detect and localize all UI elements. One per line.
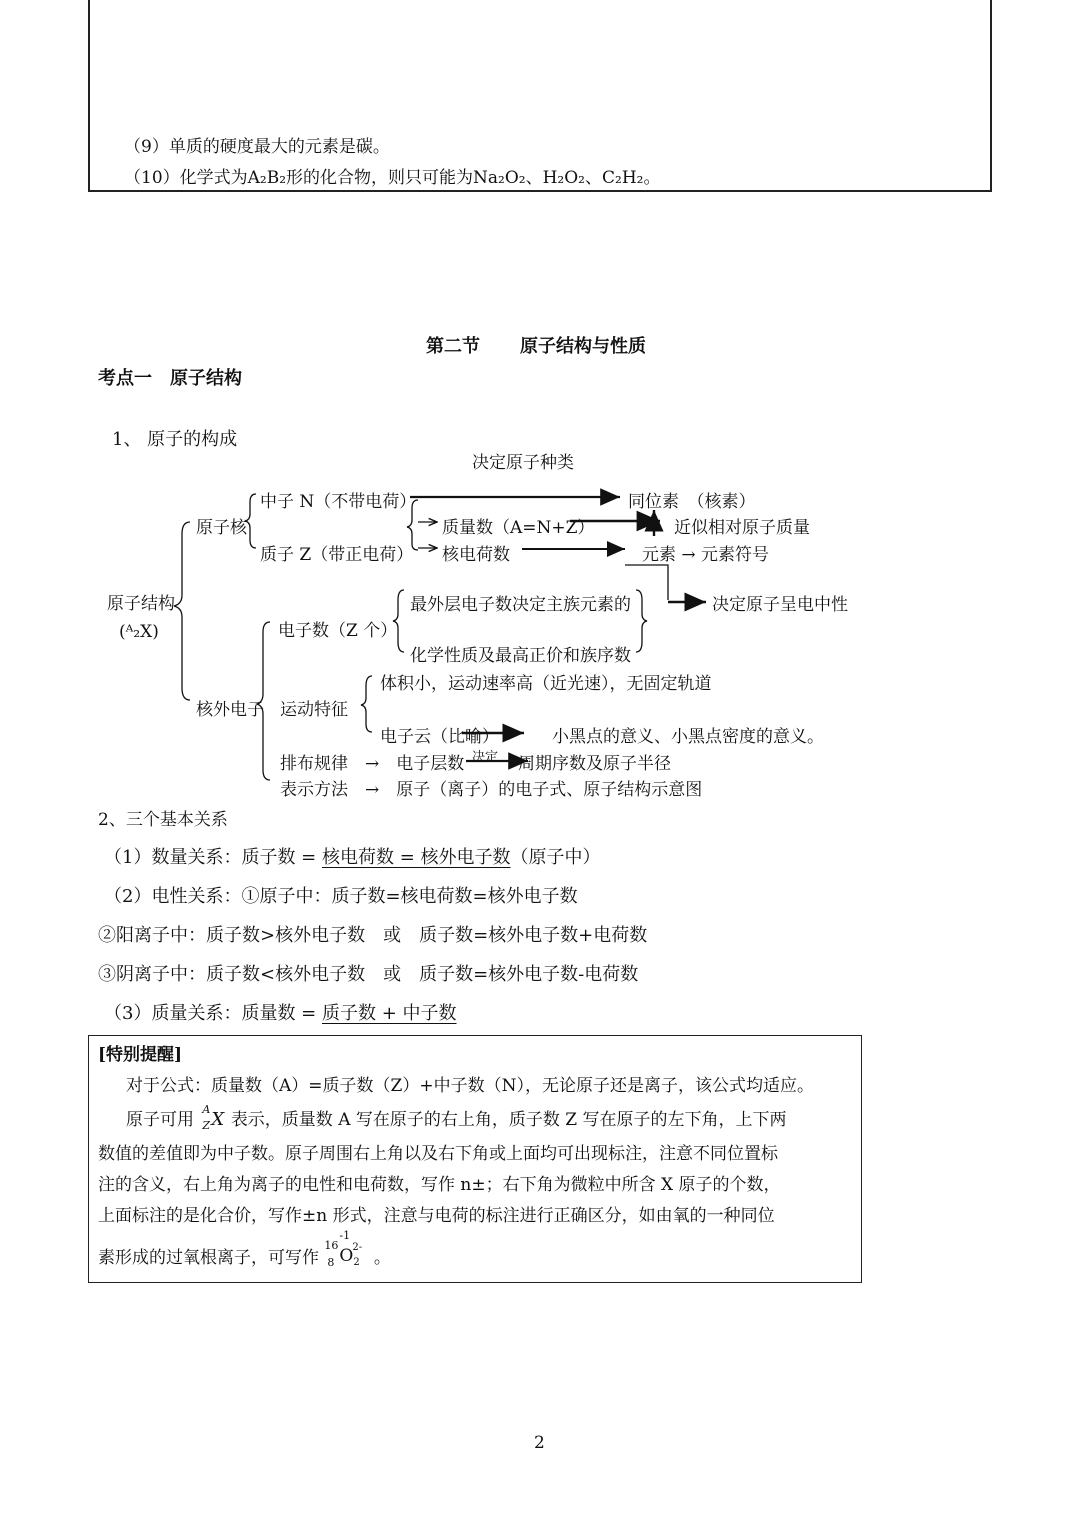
decide-label: 决定 xyxy=(472,750,499,765)
atom-notation xyxy=(199,1102,225,1132)
note-p4: 注的含义，右上角为离子的电性和电荷数，写作 n±；右下角为微粒中所含 X 原子的个数， xyxy=(98,1175,781,1195)
atom-symbol: (ᴬ₂X) xyxy=(119,622,159,642)
period-label: 周期序数及原子半径 xyxy=(518,754,671,774)
quantity-relation xyxy=(104,843,601,869)
quantity-prefix: （1）数量关系：质子数 = xyxy=(104,847,322,868)
relations-heading: 2、三个基本关系 xyxy=(98,810,228,830)
arrangement-label: 排布规律 → 电子层数 xyxy=(280,754,465,774)
nuclear-charge-label: 核电荷数 xyxy=(442,545,510,565)
peroxide-count: 2 xyxy=(353,1256,360,1268)
note-p6-end: 。 xyxy=(373,1248,391,1268)
note-p3: 数值的差值即为中子数。原子周围右上角以及右下角或上面均可出现标注，注意不同位置标 xyxy=(98,1144,778,1164)
cloud-label: 电子云（比喻） xyxy=(380,727,499,747)
representation-label: 表示方法 → 原子（离子）的电子式、原子结构示意图 xyxy=(280,780,703,800)
anion-relation: ③阴离子中：质子数<核外电子数 或 质子数=核外电子数-电荷数 xyxy=(98,964,639,985)
note-p2-end: 表示，质量数 A 写在原子的右上角，质子数 Z 写在原子的左下角，上下两 xyxy=(230,1110,787,1130)
electron-count-blank: 核外电子数 xyxy=(420,847,511,868)
note-p2-start: 原子可用 xyxy=(126,1110,194,1130)
note-p6 xyxy=(98,1228,391,1270)
mass-prefix: （3）质量关系：质量数 = xyxy=(104,1003,322,1024)
motion-label: 运动特征 xyxy=(280,700,348,720)
mass-number-label: 质量数（A=N+Z） xyxy=(442,518,595,538)
isotope-label: 同位素 （核素） xyxy=(628,492,756,512)
item-10: （10）化学式为A₂B₂形的化合物，则只可能为Na₂O₂、H₂O₂、C₂H₂。 xyxy=(124,168,661,188)
element-label: 元素 → 元素符号 xyxy=(642,545,770,565)
page-number: 2 xyxy=(534,1433,545,1453)
outer-electron-label: 最外层电子数决定主族元素的 xyxy=(410,595,631,615)
note-p6-start: 素形成的过氧根离子，可写作 xyxy=(98,1248,319,1268)
motion-desc: 体积小，运动速率高（近光速），无固定轨道 xyxy=(380,674,712,694)
notation-x: X xyxy=(211,1108,225,1130)
neutrality-label: 决定原子呈电中性 xyxy=(712,595,848,615)
item-9: （9）单质的硬度最大的元素是碳。 xyxy=(124,137,390,157)
kaodian-heading: 考点一 原子结构 xyxy=(98,368,242,389)
peroxide-valence: -1 xyxy=(339,1228,351,1242)
charge-relation: （2）电性关系：①原子中：质子数=核电荷数=核外电子数 xyxy=(104,886,578,907)
extranuclear-label: 核外电子 xyxy=(196,700,264,720)
section-number: 第二节 xyxy=(426,336,480,357)
quantity-suffix: （原子中） xyxy=(510,847,601,868)
peroxide-symbol: O xyxy=(339,1245,354,1266)
decide-atom-type: 决定原子种类 xyxy=(472,453,574,473)
mass-relation xyxy=(104,999,457,1025)
approx-mass-label: 近似相对原子质量 xyxy=(674,518,810,538)
cation-relation: ②阳离子中：质子数>核外电子数 或 质子数=核外电子数+电荷数 xyxy=(98,925,648,946)
note-p1: 对于公式：质量数（A）=质子数（Z）+中子数（N），无论原子还是离子，该公式均适应。 xyxy=(126,1076,814,1096)
notation-z: Z xyxy=(202,1118,211,1132)
atom-structure-label: 原子结构 xyxy=(107,594,175,614)
cloud-desc: 小黑点的意义、小黑点密度的意义。 xyxy=(552,727,824,747)
note-title: [特别提醒] xyxy=(98,1045,183,1065)
composition-heading: 1、 原子的构成 xyxy=(112,429,238,450)
neutron-label: 中子 N（不带电荷） xyxy=(260,492,417,512)
nuclear-charge-blank: 核电荷数 xyxy=(321,847,394,868)
peroxide-notation xyxy=(324,1228,368,1270)
proton-label: 质子 Z（带正电荷） xyxy=(260,545,414,565)
peroxide-mass: 16 xyxy=(324,1238,339,1252)
electron-count-label: 电子数（Z 个） xyxy=(278,621,398,641)
chem-props-label: 化学性质及最高正价和族序数 xyxy=(410,646,631,666)
mass-blank: 质子数 + 中子数 xyxy=(321,1003,457,1024)
note-p5: 上面标注的是化合价，写作±n 形式，注意与电荷的标注进行正确区分，如由氧的一种同位 xyxy=(98,1206,775,1226)
section-title: 原子结构与性质 xyxy=(520,336,646,357)
peroxide-z: 8 xyxy=(327,1255,335,1269)
nucleus-label: 原子核 xyxy=(196,518,247,538)
main-brace xyxy=(174,522,190,700)
note-p2 xyxy=(126,1102,787,1132)
peroxide-charge: 2- xyxy=(352,1241,363,1253)
notation-mass: A xyxy=(202,1102,211,1116)
equals-sign: = xyxy=(393,847,421,868)
